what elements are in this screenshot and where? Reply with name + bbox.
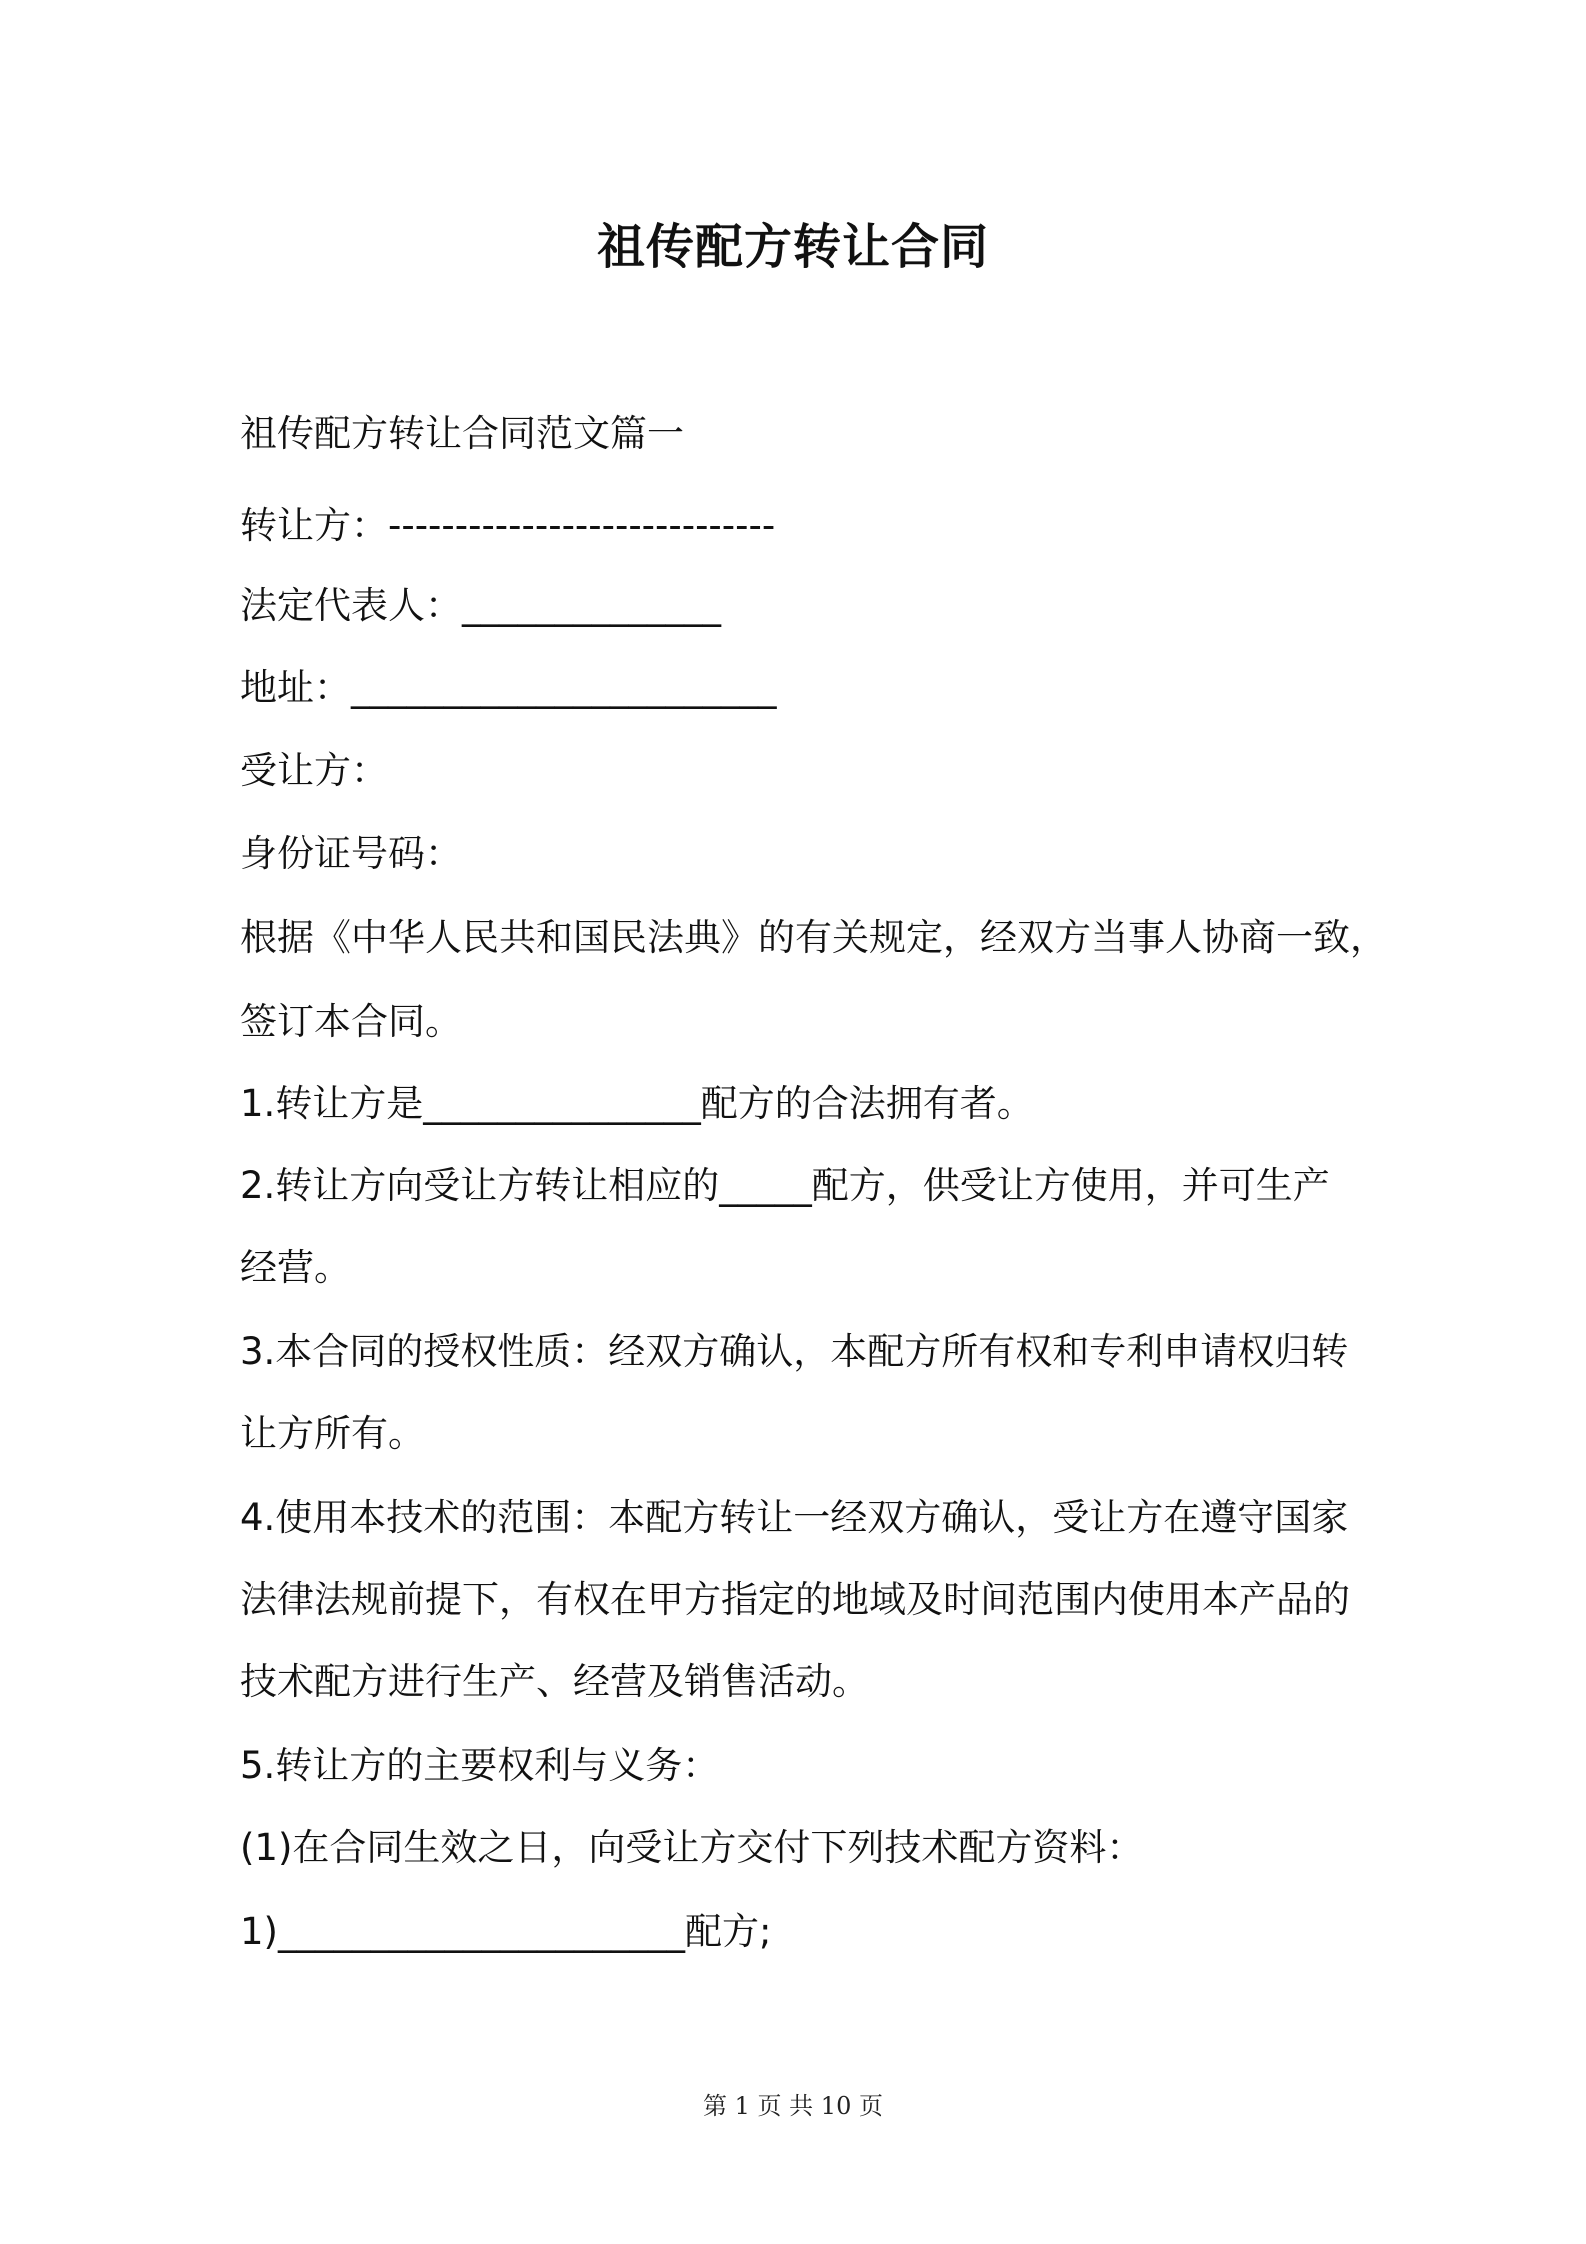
- clause-5-subitem-1: 1)______________________配方;: [240, 1910, 772, 1953]
- id-number-line: 身份证号码：: [240, 832, 462, 875]
- clause-1: 1.转让方是_______________配方的合法拥有者。: [240, 1082, 1034, 1125]
- clause-4-cont: 法律法规前提下，有权在甲方指定的地域及时间范围内使用本产品的: [240, 1578, 1350, 1621]
- page-number: 第 1 页 共 10 页: [703, 2092, 883, 2120]
- clause-3: 3.本合同的授权性质：经双方确认，本配方所有权和专利申请权归转: [240, 1330, 1349, 1373]
- clause-5-item-1: (1)在合同生效之日，向受让方交付下列技术配方资料：: [240, 1826, 1144, 1869]
- paragraph-line: 签订本合同。: [240, 1000, 462, 1043]
- transferor-line: 转让方：-----------------------------: [240, 504, 776, 547]
- clause-2-cont: 经营。: [240, 1246, 351, 1289]
- clause-2: 2.转让方向受让方转让相应的_____配方，供受让方使用，并可生产: [240, 1164, 1330, 1207]
- clause-4: 4.使用本技术的范围：本配方转让一经双方确认，受让方在遵守国家: [240, 1496, 1349, 1539]
- clause-4-cont: 技术配方进行生产、经营及销售活动。: [240, 1660, 869, 1703]
- clause-3-cont: 让方所有。: [240, 1412, 425, 1455]
- clause-5: 5.转让方的主要权利与义务：: [240, 1744, 720, 1787]
- legal-representative-line: 法定代表人：______________: [240, 584, 721, 627]
- transferee-line: 受让方：: [240, 749, 388, 792]
- address-line: 地址：_______________________: [240, 666, 777, 709]
- document-title: 祖传配方转让合同: [596, 219, 989, 275]
- section-heading: 祖传配方转让合同范文篇一: [240, 412, 684, 455]
- paragraph-line: 根据《中华人民共和国民法典》的有关规定，经双方当事人协商一致，: [240, 916, 1387, 959]
